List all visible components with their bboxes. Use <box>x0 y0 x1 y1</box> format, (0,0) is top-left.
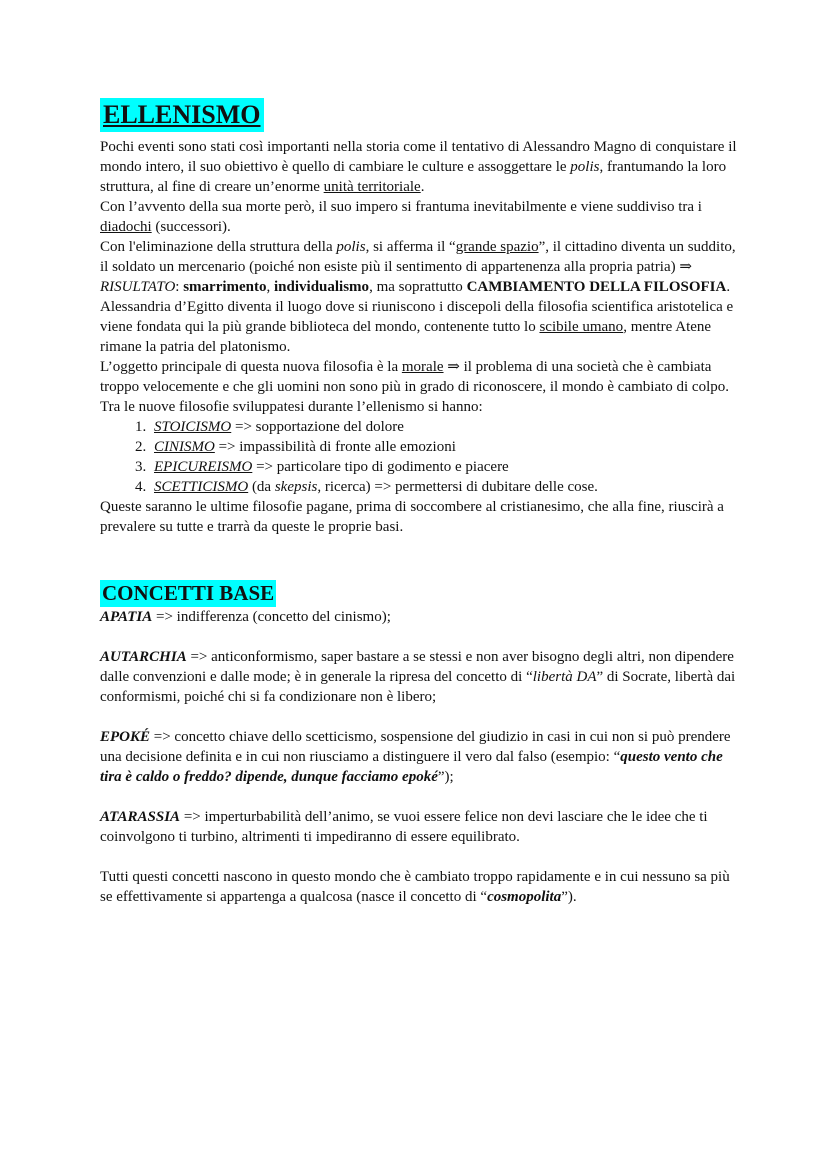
list-item <box>150 417 740 437</box>
filosofie-list <box>100 417 740 497</box>
text-run: Con l’avvento della sua morte però, il suo impero si frantuma inevitabilmente e viene suddiviso tra i <box>100 199 702 215</box>
text-run: => impassibilità di fronte alle emozioni <box>214 439 456 455</box>
term-individualismo: individualismo <box>274 279 370 295</box>
term-cinismo: CINISMO <box>154 439 215 455</box>
term-cosmopolita: cosmopolita <box>487 889 562 905</box>
text-run: , ricerca) => permettersi di dubitare delle cose. <box>317 479 598 495</box>
section-gap <box>100 537 740 580</box>
text-run: => sopportazione del dolore <box>231 419 404 435</box>
text-run: (successori). <box>151 219 231 235</box>
term-epicureismo: EPICUREISMO <box>154 459 253 475</box>
blank-line <box>100 847 740 867</box>
term-liberta-da: libertà DA <box>532 669 597 685</box>
text-run: , <box>266 279 275 295</box>
term-apatia: APATIA <box>100 609 153 625</box>
term-cambiamento-filosofia: CAMBIAMENTO DELLA FILOSOFIA <box>466 279 727 295</box>
term-grande-spazio: grande spazio <box>455 239 539 255</box>
text-run: (da <box>248 479 275 495</box>
text-run: Pochi eventi sono stati così importanti nella storia come il tentativo di Alessandro Magno di conquistare il mondo intero, il suo obiettivo è quello di cambiare le culture e assoggettare le <box>100 139 737 175</box>
term-smarrimento: smarrimento <box>183 279 267 295</box>
list-item <box>150 457 740 477</box>
term-morale: morale <box>401 359 444 375</box>
paragraph-filosofie-intro: Tra le nuove filosofie sviluppatesi durante l’ellenismo si hanno: <box>100 399 483 415</box>
term-epoke: EPOKÉ <box>100 729 151 745</box>
text-run: , frantumando la loro struttura, al fine di creare un’enorme <box>100 159 727 195</box>
text-run: => imperturbabilità dell’animo, se vuoi essere felice non devi lasciare che le idee che ti coinvolgono ti turbino, altrimenti ti impediranno di essere equilibrato. <box>100 809 708 845</box>
concept-atarassia <box>100 807 740 847</box>
term-scibile-umano: scibile umano <box>539 319 624 335</box>
text-run: ”, il cittadino diventa un suddito, il soldato un mercenario (poiché non esiste più il sentimento di appartenenza alla propria patria) ⇒ <box>100 239 736 275</box>
text-run: . <box>726 279 731 295</box>
term-polis: polis <box>336 239 366 255</box>
paragraph-cosmopolita <box>100 867 740 907</box>
blank-line <box>100 707 740 727</box>
text-run: => anticonformismo, saper bastare a se stessi e non aver bisogno degli altri, non dipendere dalle convenzioni e dalle mode; è in generale la ripresa del concetto di “ <box>100 649 734 685</box>
text-run: . <box>420 179 425 195</box>
term-polis: polis <box>570 159 600 175</box>
quote-epoke: questo vento che tira è caldo o freddo? dipende, dunque facciamo epoké <box>100 749 723 785</box>
blank-line <box>100 627 740 647</box>
text-run: L’oggetto principale di questa nuova filosofia è la <box>100 359 402 375</box>
document-page <box>100 98 740 907</box>
text-run: : <box>175 279 184 295</box>
section-title-ellenismo: ELLENISMO <box>100 98 264 132</box>
term-stoicismo: STOICISMO <box>154 419 232 435</box>
paragraph-morte <box>100 197 740 237</box>
concept-apatia <box>100 607 740 627</box>
text-run: ” di Socrate, libertà dai conformismi, poiché chi si fa condizionare non è libero; <box>100 669 736 705</box>
term-diadochi: diadochi <box>100 219 152 235</box>
text-run: ”). <box>561 889 577 905</box>
text-run: , mentre Atene rimane la patria del platonismo. <box>100 319 712 355</box>
text-run: Tutti questi concetti nascono in questo mondo che è cambiato troppo rapidamente e in cui nessuno sa più se effettivamente si appartenga a qualcosa (nasce il concetto di “ <box>100 869 730 905</box>
term-atarassia: ATARASSIA <box>100 809 181 825</box>
text-run: => particolare tipo di godimento e piacere <box>252 459 509 475</box>
section-title-concetti: CONCETTI BASE <box>102 581 275 605</box>
list-item <box>150 477 740 497</box>
text-run: => indifferenza (concetto del cinismo); <box>152 609 391 625</box>
term-skepsis: skepsis <box>274 479 318 495</box>
blank-line <box>100 787 740 807</box>
paragraph-eliminazione <box>100 237 740 297</box>
term-autarchia: AUTARCHIA <box>100 649 187 665</box>
term-unita-territoriale: unità territoriale <box>323 179 421 195</box>
text-run: ”); <box>437 769 454 785</box>
term-risultato: RISULTATO <box>100 279 176 295</box>
paragraph-oggetto <box>100 357 740 397</box>
concept-autarchia <box>100 647 740 707</box>
text-run: ⇒ il problema di una società che è cambiata troppo velocemente e che gli uomini non sono più in grado di riconoscere, il mondo è cambiato di colpo. <box>100 359 730 395</box>
paragraph-alessandro <box>100 137 740 197</box>
text-run: , si afferma il “ <box>365 239 456 255</box>
paragraph-alessandria <box>100 297 740 357</box>
concept-epoke <box>100 727 740 787</box>
text-run: , ma soprattutto <box>369 279 467 295</box>
list-item <box>150 437 740 457</box>
term-scetticismo: SCETTICISMO <box>154 479 249 495</box>
text-run: => concetto chiave dello scetticismo, sospensione del giudizio in casi in cui non si può prendere una decisione definita e in cui non riusciamo a distinguere il vero dal falso (esempio: “ <box>100 729 731 765</box>
text-run: Alessandria d’Egitto diventa il luogo dove si riuniscono i discepoli della filosofia scientifica aristotelica e viene fondata qui la più grande biblioteca del mondo, contenente tutto lo <box>100 299 734 335</box>
paragraph-conclusione: Queste saranno le ultime filosofie pagane, prima di soccombere al cristianesimo, che alla fine, riuscirà a prevalere su tutte e trarrà da queste le proprie basi. <box>100 499 724 535</box>
text-run: Con l'eliminazione della struttura della <box>100 239 337 255</box>
